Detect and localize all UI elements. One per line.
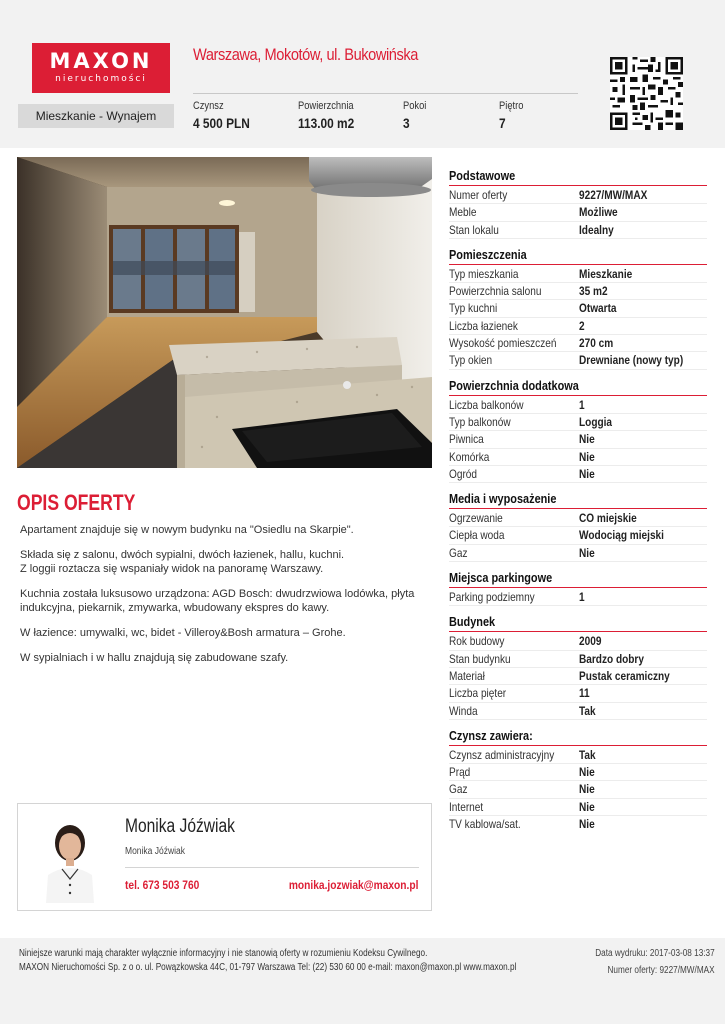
param-value: 4 500 PLN (193, 115, 250, 131)
section-title: Czynsz zawiera: (449, 727, 533, 743)
spec-row (449, 589, 707, 606)
spec-value: Nie (579, 466, 595, 481)
spec-value: Otwarta (579, 301, 617, 316)
spec-label: Typ okien (449, 353, 493, 368)
spec-row (449, 318, 707, 335)
section-title: Miejsca parkingowe (449, 570, 553, 586)
spec-value: Loggia (579, 414, 613, 429)
section-parking (449, 570, 707, 606)
section-title: Podstawowe (449, 168, 516, 183)
section-divider (449, 631, 707, 632)
section-basic (449, 168, 707, 239)
spec-label: Meble (449, 205, 477, 220)
spec-row (449, 685, 707, 702)
property-type-badge: Mieszkanie - Wynajem (18, 104, 174, 128)
spec-label: Rok budowy (449, 634, 505, 649)
spec-label: Czynsz administracyjny (449, 747, 555, 762)
spec-row (449, 764, 707, 781)
section-title: Budynek (449, 614, 496, 630)
spec-value: Nie (579, 799, 595, 814)
section-media (449, 491, 707, 562)
spec-row (449, 510, 707, 527)
spec-value: Bardzo dobry (579, 651, 644, 666)
spec-value: 1 (579, 397, 585, 412)
agent-divider (125, 867, 419, 868)
param-label: Piętro (499, 100, 524, 112)
spec-value: Tak (579, 747, 596, 762)
spec-label: Typ balkonów (449, 414, 511, 429)
spec-value: 2009 (579, 634, 602, 649)
logo-brand-name: MAXON (49, 49, 153, 73)
param-label: Pokoi (403, 100, 427, 112)
spec-value: 11 (579, 686, 590, 701)
param-value: 3 (403, 115, 410, 131)
spec-value: Nie (579, 545, 595, 560)
param-floor (499, 100, 528, 131)
spec-row (449, 335, 707, 352)
spec-value: 1 (579, 590, 585, 605)
listing-address: Warszawa, Mokotów, ul. Bukowińska (193, 45, 418, 64)
section-rent-includes (449, 728, 707, 833)
spec-label: Prąd (449, 765, 471, 780)
spec-value: 270 cm (579, 336, 614, 351)
logo-brand-sub: nieruchomości (55, 74, 147, 84)
spec-row (449, 222, 707, 239)
spec-row (449, 397, 707, 414)
spec-value: Wodociąg miejski (579, 528, 664, 543)
spec-label: Komórka (449, 449, 490, 464)
spec-row (449, 668, 707, 685)
spec-value: Nie (579, 765, 595, 780)
spec-row (449, 449, 707, 466)
section-title: Powierzchnia dodatkowa (449, 377, 579, 393)
description-paragraph: Składa się z salonu, dwóch sypialni, dwóch łazienek, hallu, kuchni. Z loggii roztacza się wspaniały widok na panoramę Warszawy. (20, 549, 345, 575)
spec-label: Stan budynku (449, 651, 511, 666)
spec-label: Typ mieszkania (449, 266, 519, 281)
spec-label: Gaz (449, 545, 468, 560)
param-value: 7 (499, 115, 506, 131)
spec-value: Nie (579, 432, 595, 447)
spec-label: Stan lokalu (449, 222, 499, 237)
spec-row (449, 266, 707, 283)
spec-row (449, 633, 707, 650)
section-divider (449, 745, 707, 746)
param-value: 113.00 m2 (298, 115, 355, 131)
spec-value: Tak (579, 703, 596, 718)
spec-value: Mieszkanie (579, 266, 633, 281)
param-rent (193, 100, 260, 131)
spec-value: Możliwe (579, 205, 618, 220)
agent-avatar (40, 813, 100, 903)
spec-value: Drewniane (nowy typ) (579, 353, 684, 368)
agent-phone-link[interactable]: tel. 673 503 760 (125, 878, 200, 892)
section-title: Media i wyposażenie (449, 491, 557, 507)
section-title: Pomieszczenia (449, 246, 527, 262)
spec-row (449, 799, 707, 816)
spec-value: CO miejskie (579, 511, 637, 526)
spec-row (449, 747, 707, 764)
agent-card (17, 803, 432, 911)
spec-label: Liczba balkonów (449, 397, 524, 412)
spec-label: Ogrzewanie (449, 511, 503, 526)
spec-label: Gaz (449, 782, 468, 797)
section-extra-area (449, 378, 707, 483)
footer-print-date: Data wydruku: 2017-03-08 13:37 (595, 948, 715, 959)
footer (0, 938, 725, 1024)
param-label: Czynsz (193, 100, 224, 112)
param-rooms (403, 100, 431, 131)
spec-value: Nie (579, 782, 595, 797)
section-divider (449, 264, 707, 265)
spec-label: TV kablowa/sat. (449, 817, 521, 832)
header-divider (193, 93, 578, 94)
spec-label: Ogród (449, 466, 478, 481)
qr-code-icon[interactable] (610, 57, 683, 130)
spec-value: Pustak ceramiczny (579, 668, 670, 683)
spec-row (449, 352, 707, 369)
spec-row (449, 816, 707, 833)
spec-row (449, 187, 707, 204)
spec-label: Wysokość pomieszczeń (449, 336, 557, 351)
spec-label: Numer oferty (449, 188, 508, 202)
spec-label: Ciepła woda (449, 528, 505, 543)
description-paragraph: W sypialniach i w hallu znajdują się zabudowane szafy. (20, 652, 289, 664)
footer-company-info: MAXON Nieruchomości Sp. z o o. ul. Powązkowska 44C, 01-797 Warszawa Tel: (22) 530 60 00 e-mail: maxon@maxon.pl www.maxon.pl (19, 962, 517, 973)
listing-photo[interactable] (17, 157, 432, 468)
spec-row (449, 466, 707, 483)
description-title: OPIS OFERTY (17, 490, 136, 515)
spec-row (449, 781, 707, 798)
spec-row (449, 651, 707, 668)
spec-row (449, 414, 707, 431)
spec-row (449, 300, 707, 317)
spec-value: 9227/MW/MAX (579, 188, 648, 202)
param-label: Powierzchnia (298, 100, 354, 112)
spec-row (449, 527, 707, 544)
footer-disclaimer: Niniejsze warunki mają charakter wyłącznie informacyjny i nie stanowią oferty w rozumieniu Kodeksu Cywilnego. (19, 948, 428, 959)
spec-label: Parking podziemny (449, 590, 535, 605)
spec-label: Materiał (449, 668, 485, 683)
spec-label: Internet (449, 799, 484, 814)
spec-label: Winda (449, 703, 478, 718)
param-area (298, 100, 364, 131)
section-building (449, 614, 707, 719)
spec-value: Nie (579, 817, 595, 832)
spec-label: Powierzchnia salonu (449, 284, 542, 299)
header (0, 0, 725, 148)
footer-offer-number: Numer oferty: 9227/MW/MAX (607, 965, 715, 976)
spec-value: 35 m2 (579, 284, 608, 299)
spec-label: Liczba pięter (449, 686, 507, 701)
spec-label: Typ kuchni (449, 301, 498, 316)
description-paragraph: Kuchnia została luksusowo urządzona: AGD Bosch: dwudrzwiowa lodówka, płyta indukcyjna, piekarnik, zmywarka, wbudowany ekspres do kawy. (20, 588, 415, 614)
section-divider (449, 508, 707, 509)
description-paragraph: Apartament znajduje się w nowym budynku na "Osiedlu na Skarpie". (20, 524, 354, 536)
section-rooms (449, 247, 707, 370)
spec-value: 2 (579, 318, 585, 333)
spec-label: Piwnica (449, 432, 484, 447)
section-divider (449, 395, 707, 396)
spec-row (449, 431, 707, 448)
agent-subtitle: Monika Jóźwiak (125, 846, 186, 857)
section-divider (449, 587, 707, 588)
description-paragraph: W łazience: umywalki, wc, bidet - Villeroy&Bosh armatura – Grohe. (20, 627, 346, 639)
description-text (20, 523, 420, 676)
spec-row (449, 545, 707, 562)
maxon-logo[interactable] (32, 43, 170, 93)
agent-name: Monika Jóźwiak (125, 816, 235, 837)
specs-panel (449, 168, 707, 841)
spec-label: Liczba łazienek (449, 318, 518, 333)
spec-row (449, 703, 707, 720)
agent-email-link[interactable]: monika.jozwiak@maxon.pl (288, 878, 418, 892)
spec-row (449, 204, 707, 221)
spec-value: Nie (579, 449, 595, 464)
spec-row (449, 283, 707, 300)
spec-value: Idealny (579, 222, 614, 237)
section-divider (449, 185, 707, 186)
